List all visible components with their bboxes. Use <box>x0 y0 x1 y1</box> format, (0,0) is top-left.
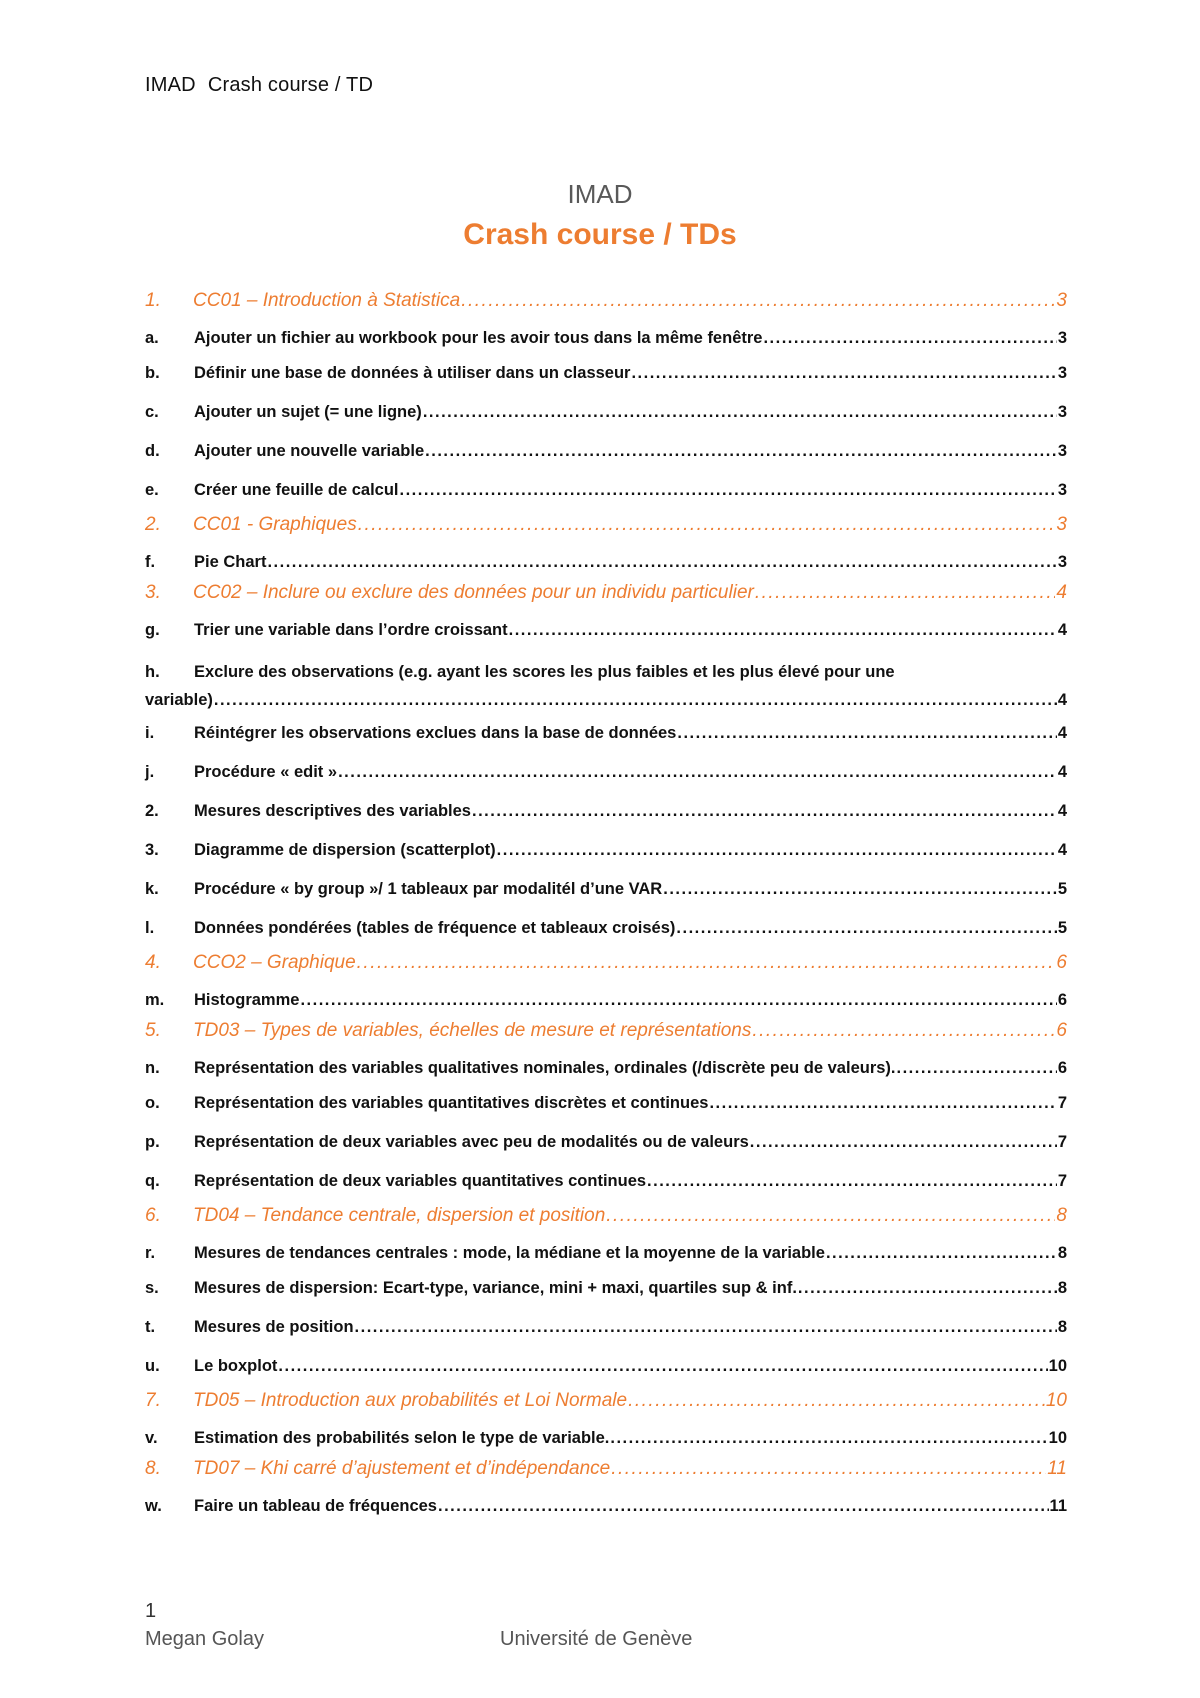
toc-entry-d[interactable] <box>145 432 1067 471</box>
toc-text: Diagramme de dispersion (scatterplot) <box>194 841 496 859</box>
toc-page: 3 <box>1056 290 1067 311</box>
leader-dots <box>423 393 1057 432</box>
toc-entry-h[interactable] <box>145 646 1067 714</box>
leader-dots <box>677 714 1056 753</box>
leader-dots <box>611 1454 1046 1484</box>
toc-text: TD05 – Introduction aux probabilités et Loi Normale <box>193 1390 628 1411</box>
title-sub: Crash course / TDs <box>463 218 737 251</box>
toc-text: Mesures de dispersion: Ecart-type, variance, mini + maxi, quartiles sup & inf. <box>194 1279 797 1297</box>
toc-page: 6 <box>1057 991 1067 1009</box>
toc-page: 11 <box>1047 1458 1067 1479</box>
toc-text: Représentation de deux variables quantitatives continues <box>194 1172 647 1190</box>
toc-entry-2b[interactable] <box>145 792 1067 831</box>
toc-page: 10 <box>1048 1357 1067 1375</box>
leader-dots <box>509 608 1057 652</box>
toc-page: 7 <box>1057 1133 1067 1151</box>
footer-university: Université de Genève <box>500 1628 693 1650</box>
toc-text: TD03 – Types de variables, échelles de mesure et représentations <box>193 1020 752 1041</box>
toc-text: Histogramme <box>194 991 300 1009</box>
toc-entry-p[interactable] <box>145 1123 1067 1162</box>
toc-number: 3. <box>145 582 161 603</box>
toc-text: Faire un tableau de fréquences <box>194 1497 437 1515</box>
table-of-contents <box>145 286 1067 1522</box>
toc-number: m. <box>145 991 165 1009</box>
toc-entry-l[interactable] <box>145 909 1067 948</box>
toc-text: Trier une variable dans l’ordre croissant <box>194 621 508 639</box>
toc-text: Mesures descriptives des variables <box>194 802 471 820</box>
toc-text: Représentation de deux variables avec peu de modalités ou de valeurs <box>194 1133 749 1151</box>
toc-page: 4 <box>1057 691 1067 709</box>
toc-text: Procédure « edit » <box>194 763 338 781</box>
leader-dots <box>357 948 1056 978</box>
toc-page: 6 <box>1057 1059 1067 1077</box>
leader-dots <box>355 1308 1057 1347</box>
toc-page: 8 <box>1056 1205 1067 1226</box>
leader-dots <box>755 578 1056 608</box>
toc-text: Pie Chart <box>194 553 267 571</box>
toc-page: 7 <box>1057 1172 1067 1190</box>
toc-number: s. <box>145 1279 159 1297</box>
toc-entry-w[interactable] <box>145 1484 1067 1522</box>
toc-number: 8. <box>145 1458 161 1479</box>
toc-text: CCO2 – Graphique <box>193 952 356 973</box>
toc-entry-b[interactable] <box>145 354 1067 393</box>
toc-entry-o[interactable] <box>145 1084 1067 1123</box>
toc-number: k. <box>145 880 159 898</box>
title-main: IMAD <box>567 179 633 209</box>
toc-number: e. <box>145 481 159 499</box>
toc-page: 8 <box>1057 1279 1067 1297</box>
toc-page: 4 <box>1057 802 1067 820</box>
toc-entry-u[interactable] <box>145 1347 1067 1386</box>
toc-number: q. <box>145 1172 160 1190</box>
toc-page: 4 <box>1056 582 1067 603</box>
toc-entry-c[interactable] <box>145 393 1067 432</box>
toc-entry-m[interactable] <box>145 978 1067 1016</box>
toc-entry-g[interactable] <box>145 608 1067 646</box>
toc-number: f. <box>145 553 156 571</box>
leader-dots <box>631 354 1056 393</box>
toc-number: r. <box>145 1244 156 1262</box>
leader-dots <box>647 1162 1057 1201</box>
toc-text: Ajouter un fichier au workbook pour les avoir tous dans la même fenêtre <box>194 329 763 347</box>
toc-number: w. <box>145 1497 162 1515</box>
leader-dots <box>425 432 1057 471</box>
toc-entry-e[interactable] <box>145 471 1067 510</box>
toc-entry-7[interactable] <box>145 1386 1067 1416</box>
toc-text: Mesures de position <box>194 1318 354 1336</box>
toc-entry-i[interactable] <box>145 714 1067 753</box>
toc-page: 4 <box>1057 724 1067 742</box>
leader-dots <box>461 286 1055 316</box>
toc-number: l. <box>145 919 155 937</box>
toc-text: TD07 – Khi carré d’ajustement et d’indépendance <box>193 1458 611 1479</box>
toc-text: TD04 – Tendance centrale, dispersion et position <box>193 1205 606 1226</box>
toc-text: Procédure « by group »/ 1 tableaux par modalitél d’une VAR <box>194 880 663 898</box>
leader-dots <box>663 870 1057 909</box>
toc-number: i. <box>145 724 155 742</box>
toc-entry-f[interactable] <box>145 540 1067 578</box>
toc-number: o. <box>145 1094 160 1112</box>
toc-entry-6[interactable] <box>145 1201 1067 1231</box>
document-title-block <box>0 176 1200 256</box>
toc-number: 4. <box>145 952 161 973</box>
leader-dots <box>358 510 1056 540</box>
running-header <box>145 74 373 97</box>
toc-entry-n[interactable] <box>145 1046 1067 1084</box>
toc-number: 1. <box>145 290 161 311</box>
toc-page: 10 <box>1045 1390 1067 1411</box>
leader-dots <box>497 831 1057 870</box>
toc-text: Mesures de tendances centrales : mode, la médiane et la moyenne de la variable <box>194 1244 825 1262</box>
leader-dots <box>338 753 1057 792</box>
toc-number: h. <box>145 663 160 681</box>
toc-number: c. <box>145 403 159 421</box>
toc-page: 10 <box>1048 1429 1067 1447</box>
toc-page: 5 <box>1057 919 1067 937</box>
toc-page: 3 <box>1057 553 1067 571</box>
toc-text: Représentation des variables quantitatives discrètes et continues <box>194 1094 709 1112</box>
toc-number: n. <box>145 1059 160 1077</box>
toc-number: p. <box>145 1133 160 1151</box>
toc-page: 8 <box>1057 1244 1067 1262</box>
toc-text: Ajouter une nouvelle variable <box>194 442 425 460</box>
header-left: IMAD <box>145 74 196 96</box>
toc-page: 5 <box>1057 880 1067 898</box>
toc-page: 3 <box>1057 403 1067 421</box>
toc-page: 6 <box>1056 952 1067 973</box>
toc-number: 3. <box>145 841 159 859</box>
leader-dots <box>400 471 1057 510</box>
toc-entry-v[interactable] <box>145 1416 1067 1454</box>
toc-number: 2. <box>145 802 159 820</box>
toc-page: 4 <box>1057 841 1067 859</box>
toc-entry-t[interactable] <box>145 1308 1067 1347</box>
toc-number: j. <box>145 763 155 781</box>
leader-dots <box>676 909 1056 948</box>
header-right: Crash course / TD <box>207 74 374 96</box>
toc-entry-2[interactable] <box>145 510 1067 540</box>
toc-number: d. <box>145 442 160 460</box>
toc-entry-k[interactable] <box>145 870 1067 909</box>
toc-entry-j[interactable] <box>145 753 1067 792</box>
footer-author: Megan Golay <box>145 1628 264 1650</box>
toc-text: CC01 – Introduction à Statistica <box>193 290 461 311</box>
toc-text: Représentation des variables qualitatives nominales, ordinales (/discrète peu de valeurs). <box>194 1059 896 1077</box>
leader-dots <box>278 1347 1047 1386</box>
toc-entry-3[interactable] <box>145 578 1067 608</box>
toc-page: 4 <box>1057 763 1067 781</box>
toc-number: v. <box>145 1429 158 1447</box>
toc-page: 7 <box>1057 1094 1067 1112</box>
toc-entry-4[interactable] <box>145 948 1067 978</box>
leader-dots <box>472 792 1057 831</box>
leader-dots <box>798 1269 1057 1308</box>
toc-entry-q[interactable] <box>145 1162 1067 1201</box>
toc-page: 3 <box>1056 514 1067 535</box>
toc-page: 3 <box>1057 442 1067 460</box>
toc-text: Réintégrer les observations exclues dans la base de données <box>194 724 677 742</box>
toc-text: CC02 – Inclure ou exclure des données pour un individu particulier <box>193 582 754 603</box>
toc-text: CC01 - Graphiques <box>193 514 357 535</box>
toc-number: t. <box>145 1318 156 1336</box>
leader-dots <box>709 1084 1056 1123</box>
toc-page: 8 <box>1057 1318 1067 1336</box>
toc-text: Exclure des observations (e.g. ayant les scores les plus faibles et les plus élevé pour une <box>194 663 895 681</box>
toc-entry-1[interactable] <box>145 286 1067 316</box>
toc-number: a. <box>145 329 159 347</box>
toc-entry-r[interactable] <box>145 1231 1067 1269</box>
toc-number: g. <box>145 621 160 639</box>
toc-number: 5. <box>145 1020 161 1041</box>
leader-dots <box>606 1201 1055 1231</box>
toc-entry-5[interactable] <box>145 1016 1067 1046</box>
toc-text: Données pondérées (tables de fréquence et tableaux croisés) <box>194 919 676 937</box>
leader-dots <box>214 686 1057 714</box>
toc-number: 6. <box>145 1205 161 1226</box>
toc-text: Estimation des probabilités selon le type de variable. <box>194 1429 610 1447</box>
toc-page: 3 <box>1057 481 1067 499</box>
page-number: 1 <box>145 1600 157 1622</box>
leader-dots <box>628 1386 1045 1416</box>
toc-entry-3b[interactable] <box>145 831 1067 870</box>
toc-entry-a[interactable] <box>145 316 1067 354</box>
toc-number: u. <box>145 1357 160 1375</box>
toc-page: 3 <box>1057 364 1067 382</box>
toc-page: 6 <box>1056 1020 1067 1041</box>
toc-text: Ajouter un sujet (= une ligne) <box>194 403 422 421</box>
toc-number: 7. <box>145 1390 161 1411</box>
toc-page: 4 <box>1057 621 1067 639</box>
toc-number: b. <box>145 364 160 382</box>
toc-text: Définir une base de données à utiliser dans un classeur <box>194 364 631 382</box>
toc-text: Le boxplot <box>194 1357 278 1375</box>
toc-text-continued: variable) <box>145 691 213 709</box>
toc-number: 2. <box>145 514 161 535</box>
toc-text: Créer une feuille de calcul <box>194 481 399 499</box>
toc-page: 3 <box>1057 329 1067 347</box>
leader-dots <box>750 1123 1057 1162</box>
toc-entry-8[interactable] <box>145 1454 1067 1484</box>
toc-page: 11 <box>1049 1497 1067 1515</box>
leader-dots <box>752 1016 1055 1046</box>
leader-dots <box>438 1484 1049 1528</box>
toc-entry-s[interactable] <box>145 1269 1067 1308</box>
